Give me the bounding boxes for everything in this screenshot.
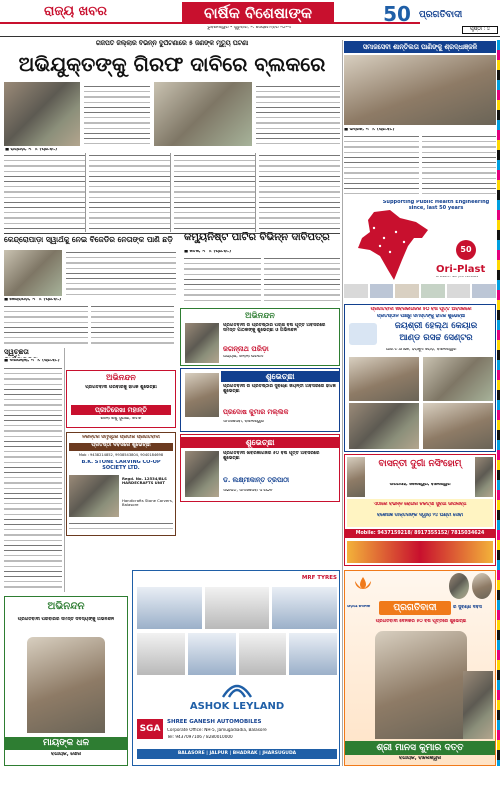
mid-right-body xyxy=(184,256,340,302)
ad-abhinandan-2 xyxy=(66,370,176,428)
brand-name: ପ୍ରଗତିବାଦୀ xyxy=(419,10,463,20)
stone-company: B.K. STONE CARVING CO-OP SOCIETY LTD. xyxy=(81,460,161,471)
mid-photo xyxy=(4,250,62,296)
bjp-leader-2 xyxy=(472,573,492,599)
leyland-logo-icon xyxy=(219,679,255,699)
shubhechha1-portrait xyxy=(185,373,219,417)
durga-note-box xyxy=(347,499,493,527)
bjp-title: ପ୍ରଗତିବାଦୀ xyxy=(379,601,451,615)
oriplast-badge-number: 50 xyxy=(460,245,472,254)
section-left: ରାଜ୍ୟ ଖବର xyxy=(44,5,108,19)
mid-left-text-top xyxy=(66,250,176,298)
dhal-name: ମାୟଙ୍କ ଧଳ xyxy=(5,737,127,750)
oriplast-brand-sub: LIFELINES... NOT JUST PIPELINES xyxy=(436,276,479,278)
bjp-line2: ର ସୁବର୍ଣ୍ଣ ଦିବସ xyxy=(453,605,483,610)
abhinandan2-title: ଅଭିନନ୍ଦନ xyxy=(106,373,136,382)
story-small-byline: ■ ଦାଶପଲ୍ଲା, ୨୮ ।୯ (ପ୍ର.ବା.) xyxy=(4,359,60,363)
hospital-photo-3 xyxy=(349,403,419,449)
abhinandan1-text: ପ୍ରଗତିବାଦୀ ର ପ୍ରତିଷ୍ଠାର ପଚାଶ ବର୍ଷ ପୂର୍ତ୍ତି ଅବସରରେ ସମସ୍ତ ପାଠକଙ୍କୁ ଶୁଭେଚ୍ଛା ଓ ଅଭିନନ୍ଦନ xyxy=(223,323,326,334)
mid-left-byline: ■ କେନ୍ଦ୍ରାପଡ଼ା, ୨୮ ।୯ (ପ୍ର.ବା.) xyxy=(4,298,62,302)
ad-dhal xyxy=(4,596,128,766)
shubhechha1-role: ସମାଜସେବୀ, ବାଲେଶ୍ୱର xyxy=(223,420,265,424)
abhinandan1-name: ଜଗନ୍ନାଥ ପରିଡ଼ା xyxy=(223,345,269,353)
story-right-photo xyxy=(344,55,496,125)
bjp-modi-portrait xyxy=(463,671,493,739)
lead-text-block-1 xyxy=(84,84,150,146)
hospital-name2: ଆଣ୍ଡ ରିସର୍ଚ୍ଚ ସେଣ୍ଟର xyxy=(399,334,473,343)
bjp-candidate-portrait xyxy=(375,631,467,739)
story-mid-right-headline: କମ୍ୟୁନିଷ୍ଟ ପାର୍ଟିର ବିଭିନ୍ନ ଦାବିପତ୍ର xyxy=(184,232,330,243)
lotus-icon xyxy=(351,575,375,591)
shubhechha1-title: ଶୁଭେଚ୍ଛା xyxy=(221,371,339,382)
oriplast-badge xyxy=(456,240,476,260)
lead-kicker: ଗଜପତି ଜିଲ୍ଲାର ବିଭିନ୍ନ ଦୁର୍ଘଟଣାରେ ୫ ଜଣଙ୍କ ମୃତ୍ୟୁ ଘଟଣା xyxy=(95,40,249,47)
leyland-tel: Tel: 9437097106 / 8280010000 xyxy=(167,735,233,739)
abhinandan2-text: ପ୍ରଗତିବାଦୀ ପରିବାରକୁ ହାର୍ଦ୍ଦିକ ଶୁଭେଚ୍ଛା xyxy=(85,385,157,390)
abhinandan1-portrait xyxy=(185,323,219,363)
mid-right-byline: ■ କଟକ, ୨୮ ।୯ (ପ୍ର.ବା.) xyxy=(184,250,232,254)
section-center: ବାର୍ଷିକ ବିଶେଷାଙ୍କ xyxy=(182,2,334,24)
lead-photo-1 xyxy=(4,82,80,146)
dhal-title: ଅଭିନନ୍ଦନ xyxy=(47,601,85,612)
leyland-tyres: MRF TYRES xyxy=(301,575,337,581)
leyland-sga: SGA xyxy=(137,719,163,739)
ad-shubhechha-2 xyxy=(180,434,340,502)
ad-stone xyxy=(66,432,176,536)
story-mid-left-headline: କେନ୍ଦ୍ରୋପାଡ଼ା ସ୍ୱାର୍ଥକୁ ନେଇ ବିଜେଡିର ନେତାଙ୍କ ପାଣି ଛଡ଼ି xyxy=(4,236,173,244)
leyland-dealer: SHREE GANESH AUTOMOBILES xyxy=(167,719,262,725)
lead-headline: ଅଭିଯୁକ୍ତଙ୍କୁ ଗିରଫ ଦାବିରେ ବ୍ଲକରେ xyxy=(18,52,326,76)
ad-oriplast xyxy=(344,200,496,300)
logo-50 xyxy=(381,3,413,29)
oriplast-brand: Ori-Plast xyxy=(436,264,486,275)
india-map-icon xyxy=(344,208,444,288)
stone-photo xyxy=(69,475,119,517)
durga-address: ଉପରସାହି, ଜଲେଶ୍ୱର, ବାଲେଶ୍ୱର xyxy=(389,483,451,487)
durga-portrait-left xyxy=(347,457,365,497)
hospital-address: ଆର.ଟି.ଓ ଛକ, ହିରାକୁଦ ରୋଡ଼, ବାଲେଶ୍ୱର xyxy=(385,348,457,352)
stone-sub: Handicrafts Stone Carvers, Balasore xyxy=(122,499,173,508)
page-label: ପୃଷ୍ଠା : ୪ xyxy=(462,26,498,34)
dhal-portrait xyxy=(27,637,105,733)
hospital-logo xyxy=(349,323,377,345)
lead-byline: ■ ରାୟଗଡ଼ା, ୨୮ ।୯ (ପ୍ର.ବା.) xyxy=(5,148,58,152)
mid-left-extra-body xyxy=(66,348,176,352)
hospital-line1: ପ୍ରଗତିବାଦୀ ଖବରକାଗଜର ୫୦ ବର୍ଷ ପୂର୍ତ୍ତି ଅବସରରେ xyxy=(370,307,472,312)
hospital-line2: ପ୍ରତିଷ୍ଠାନ ପକ୍ଷରୁ ସମସ୍ତଙ୍କୁ ହାର୍ଦ୍ଦିକ ଶୁଭେଚ୍ଛା xyxy=(376,314,466,319)
lead-story xyxy=(4,40,340,232)
shubhechha2-title: ଶୁଭେଚ୍ଛା xyxy=(181,437,339,448)
story-right-headline: ସମାଜସେବୀ ଶାନ୍ତିଲତା ପାଣିଙ୍କୁ ଶ୍ରଦ୍ଧାଞ୍ଜଳି xyxy=(344,41,496,53)
shubhechha2-text: ପ୍ରଗତିବାଦୀ ଖବରକାଗଜର ୫୦ ବର୍ଷ ପୂର୍ତ୍ତି ଅବସରରେ ଶୁଭେଚ୍ଛା xyxy=(223,451,320,462)
leyland-trucks-row2 xyxy=(137,633,337,675)
lead-photo-2 xyxy=(154,82,252,146)
mid-left-body xyxy=(4,304,174,346)
story-right-body xyxy=(344,134,496,196)
story-right xyxy=(344,40,496,198)
ad-leyland xyxy=(132,570,340,766)
abhinandan1-title: ଅଭିନନ୍ଦନ xyxy=(245,311,275,320)
column-rule-2 xyxy=(64,348,65,592)
hospital-name1: ଜୟଶ୍ରୀ ହେଲ୍ଥ କେୟାର xyxy=(394,322,478,331)
durga-title: ବାସନ୍ତୀ ଦୁର୍ଗା ନର୍ସିଂହୋମ୍ xyxy=(378,459,462,469)
shubhechha1-name: ପ୍ରଦୋଷ କୁମାର ମଲ୍ଲିକ xyxy=(223,409,289,416)
story-small-body xyxy=(4,366,62,592)
masthead xyxy=(0,0,500,38)
shubhechha1-text: ପ୍ରଗତିବାଦୀ ର ପ୍ରତିଷ୍ଠାର ସୁବର୍ଣ୍ଣ ଜୟନ୍ତୀ ଅବସରରେ ହାର୍ଦ୍ଦିକ ଶୁଭେଚ୍ଛା xyxy=(223,384,336,395)
story-small-headline: ସ୍ୱଚ୍ଛତା xyxy=(4,348,29,356)
durga-goddess-image xyxy=(347,541,493,563)
leyland-branches: BALASORE | JALPUR | BHADRAK | JHARSUGUDA xyxy=(137,749,337,759)
story-right-byline: ■ ଭଦ୍ରକ, ୨୮ ।୯ (ପ୍ର.ବା.) xyxy=(344,128,395,132)
dateline: ଭୁବନେଶ୍ୱର • ଗୁରୁବାର, ୨୯ ସେପ୍ଟେମ୍ବର ୨୦୨୩ xyxy=(207,26,291,30)
bjp-name: ଶ୍ରୀ ମାନସ କୁମାର ଦତ୍ତ xyxy=(345,741,495,755)
abhinandan2-role: ଜେଲା ଶିଶୁ ସୁରକ୍ଷା, କଟକ xyxy=(100,417,142,421)
bjp-leader-1 xyxy=(449,573,469,599)
durga-note1: ଏଠାରେ ବିଭିନ୍ନ ରୋଗର ଚିକିତ୍ସା ସୁବିଧା ଉପଲବ୍ଧ xyxy=(373,502,467,507)
bjp-role: ବିଧାୟକ, ବାଲେଶ୍ୱର xyxy=(398,756,442,761)
leyland-trucks-row1 xyxy=(137,587,337,629)
hospital-photo-4 xyxy=(423,403,493,449)
stone-phone: Mob : 9438214852, 9938543804, 9040184698 xyxy=(78,453,164,457)
ad-bjp xyxy=(344,570,496,766)
stone-address: Regd. No. 12534/BLS HARDECRAFTS UNIT xyxy=(122,477,167,486)
stone-line1: ନିରନ୍ତର ସମୃଦ୍ଧିର ପ୍ରତୀକ ପ୍ରଗତିବାଦୀ xyxy=(82,435,160,440)
bjp-line1: ଓଡ଼ିଆ ଦୈନିକ xyxy=(347,605,371,609)
stone-footer xyxy=(69,521,173,533)
ad-shubhechha-1 xyxy=(180,368,340,432)
dhal-role: ବିଧାୟକ, ସୋର xyxy=(50,752,82,757)
hospital-photo-1 xyxy=(349,357,419,401)
oriplast-tagline: Supporting Public Health Engineering since, last 50 years xyxy=(382,200,490,211)
durga-mobile: Mobile: 9437159218/ 8917355152/ 7815034624 xyxy=(345,529,495,538)
column-rule-1 xyxy=(342,40,343,766)
shubhechha2-portrait xyxy=(185,451,219,497)
dhal-text: ପ୍ରଗତିବାଦୀ ପରିବାରର ସମସ୍ତ ସଦସ୍ୟଙ୍କୁ ଅଭିନନ୍ଦନ xyxy=(17,617,115,622)
bjp-text: ପ୍ରଗତିବାଦୀ ଦୈନିକର ୫୦ ବର୍ଷ ପୂର୍ତ୍ତିରେ ଶୁଭେଚ୍ଛା xyxy=(375,619,467,624)
lead-body xyxy=(4,153,340,232)
leyland-office: Corporate Office: NH-5, Jamugadiadia, Balasore xyxy=(167,728,267,732)
hospital-photo-2 xyxy=(423,357,493,401)
abhinandan1-role: ଅଧ୍ୟକ୍ଷ, ଜିଲ୍ଲା ପରିଷଦ xyxy=(223,355,264,359)
shubhechha2-name: ଡ. ଲକ୍ଷ୍ମୀକାନ୍ତ ତ୍ରିପାଠୀ xyxy=(223,477,290,484)
oriplast-products xyxy=(344,284,496,298)
abhinandan2-name: ପ୍ରୀତିରେଖା ମହାନ୍ତି xyxy=(71,405,171,415)
lead-text-block-2 xyxy=(256,84,340,146)
logo-number: 50 xyxy=(383,3,411,26)
ad-hospital xyxy=(344,304,496,452)
stone-line2: ପ୍ରତିଷ୍ଠା ଦିବସରେ ଶୁଭେଚ୍ଛା xyxy=(69,443,173,451)
horizontal-rule-1 xyxy=(4,233,340,234)
masthead-rule xyxy=(0,36,500,37)
leyland-brand: ASHOK LEYLAND xyxy=(189,701,285,712)
durga-note2: ବିଶେଷଜ୍ଞ ଡାକ୍ତରଙ୍କ ଦ୍ୱାରା ୨୪ ଘଣ୍ଟା ସେବା xyxy=(377,513,463,518)
ad-abhinandan-1 xyxy=(180,308,340,366)
ad-durga xyxy=(344,454,496,566)
durga-portrait-right xyxy=(475,457,493,497)
shubhechha2-role: ସଭାପତି, ସମାଜସେବୀ ସଂଗଠନ xyxy=(223,489,273,493)
